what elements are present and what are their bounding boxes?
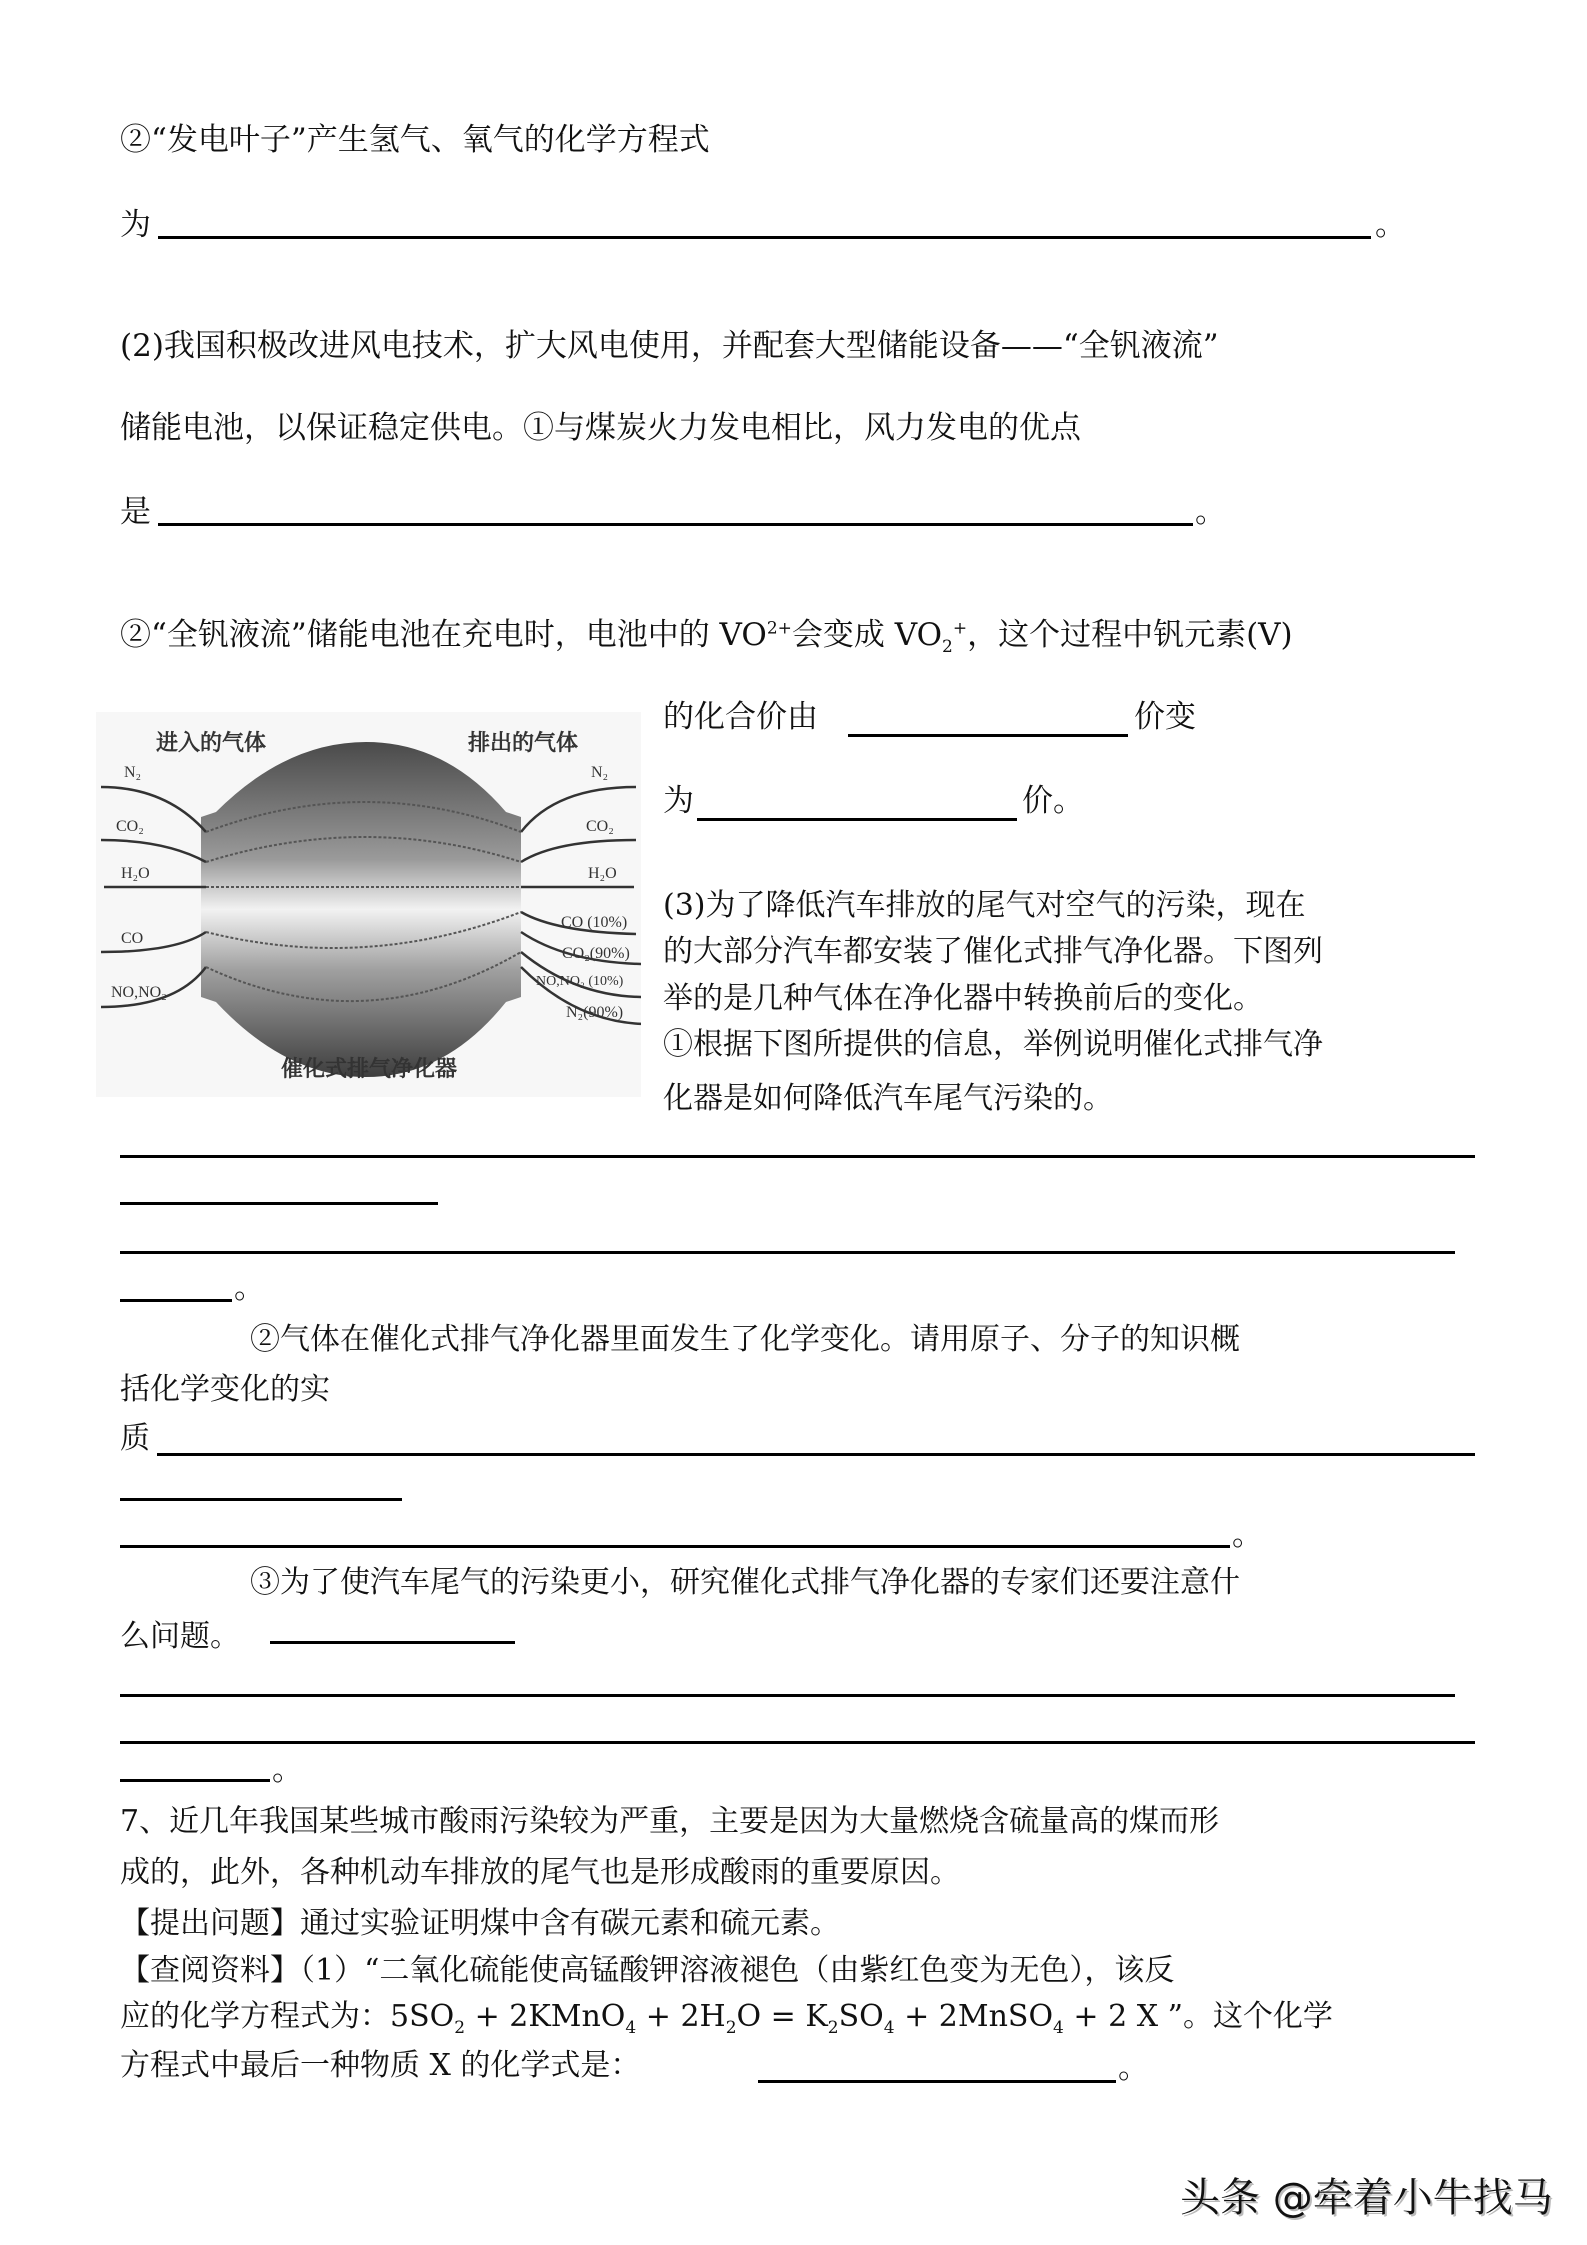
q6-part2-intro-2: 储能电池，以保证稳定供电。①与煤炭火力发电相比，风力发电的优点 xyxy=(120,410,1081,446)
subscript: 2 xyxy=(942,637,953,658)
figure-title-in: 进入的气体 xyxy=(156,731,267,756)
answer-blank-3-3-line2[interactable] xyxy=(120,1694,1455,1697)
answer-blank-3-3-line4[interactable] xyxy=(120,1779,270,1782)
gas-in-4: CO xyxy=(121,930,144,947)
answer-blank-valence-to[interactable] xyxy=(697,818,1017,821)
valence-from-suffix: 价变 xyxy=(1134,699,1196,735)
q7-line6: 方程式中最后一种物质 X 的化学式是： xyxy=(120,2048,641,2083)
q6-part3-intro-2: 的大部分汽车都安装了催化式排气净化器。下图列 xyxy=(663,934,1323,969)
q6-part3-item2-line2: 括化学变化的实 xyxy=(120,1372,330,1407)
q6-part3-intro-1: (3)为了降低汽车排放的尾气对空气的污染，现在 xyxy=(663,888,1306,923)
q6-item2-prefix: 为 xyxy=(120,207,151,243)
q6-part3-intro-4: ①根据下图所提供的信息，举例说明催化式排气净 xyxy=(663,1027,1323,1062)
q7-line1: 7、近几年我国某些城市酸雨污染较为严重，主要是因为大量燃烧含硫量高的煤而形 xyxy=(120,1804,1220,1839)
q6-part3-item3-line2: 么问题。 xyxy=(120,1619,240,1654)
q6-part2-item1-suffix: 。 xyxy=(1195,494,1226,530)
q6-part2-item1-prefix: 是 xyxy=(120,494,151,530)
converter-diagram-icon xyxy=(96,712,641,1097)
answer-blank-3-1-line2[interactable] xyxy=(120,1202,438,1205)
subscript: 4 xyxy=(883,2018,895,2038)
text: ，这个过程中钒元素(V) xyxy=(967,617,1293,653)
subscript: 2 xyxy=(725,2018,737,2038)
text: + 2KMnO xyxy=(465,1999,626,2034)
answer-blank-valence-from[interactable] xyxy=(848,734,1128,737)
answer-blank-wind-advantage[interactable] xyxy=(158,523,1193,526)
answer-blank-3-3-line3[interactable] xyxy=(120,1741,1475,1744)
valence-from-prefix: 的化合价由 xyxy=(663,699,818,735)
q6-part3-intro-3: 举的是几种气体在净化器中转换前后的变化。 xyxy=(663,981,1263,1016)
q7-equation-line xyxy=(120,1997,1333,2037)
answer-blank-x-formula[interactable] xyxy=(758,2080,1116,2083)
answer-blank-3-2-line1[interactable] xyxy=(157,1453,1475,1456)
gas-in-5: NO,NO₂ xyxy=(111,984,167,1001)
q6-part2-item2-line1 xyxy=(120,615,1293,658)
q7-line2: 成的，此外，各种机动车排放的尾气也是形成酸雨的重要原因。 xyxy=(120,1855,960,1890)
q6-part3-item2-line1: ②气体在催化式排气净化器里面发生了化学变化。请用原子、分子的知识概 xyxy=(250,1322,1240,1357)
valence-to-prefix: 为 xyxy=(663,783,694,819)
text: ②“全钒液流”储能电池在充电时，电池中的 VO xyxy=(120,617,767,653)
subscript: 2 xyxy=(827,2018,839,2038)
text: 会变成 VO xyxy=(791,617,942,653)
q6-item2-suffix: 。 xyxy=(1375,207,1406,243)
answer-blank-3-2-line3[interactable] xyxy=(120,1545,1230,1548)
subscript: 4 xyxy=(625,2018,637,2038)
q7-line4: 【查阅资料】（1）“二氧化硫能使高锰酸钾溶液褪色（由紫红色变为无色），该反 xyxy=(120,1953,1175,1988)
gas-in-1: N₂ xyxy=(124,764,142,781)
item2-end: 。 xyxy=(1232,1517,1263,1553)
gas-out-1: N₂ xyxy=(591,764,609,781)
gas-out-7: N₂(90%) xyxy=(566,1004,624,1021)
catalytic-converter-figure xyxy=(96,712,641,1097)
item3-end: 。 xyxy=(272,1752,303,1788)
gas-out-4: CO (10%) xyxy=(561,914,628,931)
answer-blank-3-1-line3[interactable] xyxy=(120,1251,1455,1254)
watermark: 头条 @牵着小牛找马 xyxy=(1180,2175,1553,2221)
gas-in-2: CO₂ xyxy=(116,818,144,835)
gas-out-2: CO₂ xyxy=(586,818,614,835)
answer-blank-3-3-line1[interactable] xyxy=(270,1641,515,1644)
q6-item2-prompt: ②“发电叶子”产生氢气、氧气的化学方程式 xyxy=(120,122,710,158)
answer-blank-equation[interactable] xyxy=(158,236,1371,239)
figure-caption: 催化式排气净化器 xyxy=(281,1057,458,1082)
subscript: 4 xyxy=(1053,2018,1064,2038)
gas-out-6: NO,NO₂ (10%) xyxy=(536,974,624,989)
q6-part3-item2-prefix: 质 xyxy=(120,1421,150,1456)
answer-blank-3-1-line4[interactable] xyxy=(120,1299,232,1302)
gas-in-3: H₂O xyxy=(121,865,150,882)
superscript: + xyxy=(952,618,968,639)
gas-out-5: CO₂(90%) xyxy=(562,945,630,962)
answer-blank-3-2-line2[interactable] xyxy=(120,1498,402,1501)
subscript: 2 xyxy=(454,2018,466,2038)
q6-part3-intro-5: 化器是如何降低汽车尾气污染的。 xyxy=(663,1081,1113,1116)
q6-part2-intro-1: (2)我国积极改进风电技术，扩大风电使用，并配套大型储能设备——“全钒液流” xyxy=(120,328,1219,364)
answer-blank-3-1-line1[interactable] xyxy=(120,1155,1475,1158)
q7-line6-end: 。 xyxy=(1118,2050,1149,2086)
valence-to-suffix: 价。 xyxy=(1022,783,1084,819)
text: + 2 X ”。这个化学 xyxy=(1063,1999,1333,2034)
q7-line3: 【提出问题】通过实验证明煤中含有碳元素和硫元素。 xyxy=(120,1906,840,1941)
item1-end: 。 xyxy=(234,1270,265,1306)
figure-title-out: 排出的气体 xyxy=(468,731,579,756)
text: SO xyxy=(838,1999,884,2034)
text: 应的化学方程式为：5SO xyxy=(120,1999,455,2034)
gas-out-3: H₂O xyxy=(588,865,617,882)
text: + 2MnSO xyxy=(894,1999,1054,2034)
q6-part3-item3-line1: ③为了使汽车尾气的污染更小，研究催化式排气净化器的专家们还要注意什 xyxy=(250,1565,1240,1600)
text: O = K xyxy=(736,1999,828,2034)
superscript: 2+ xyxy=(766,618,792,639)
text: + 2H xyxy=(636,1999,726,2034)
